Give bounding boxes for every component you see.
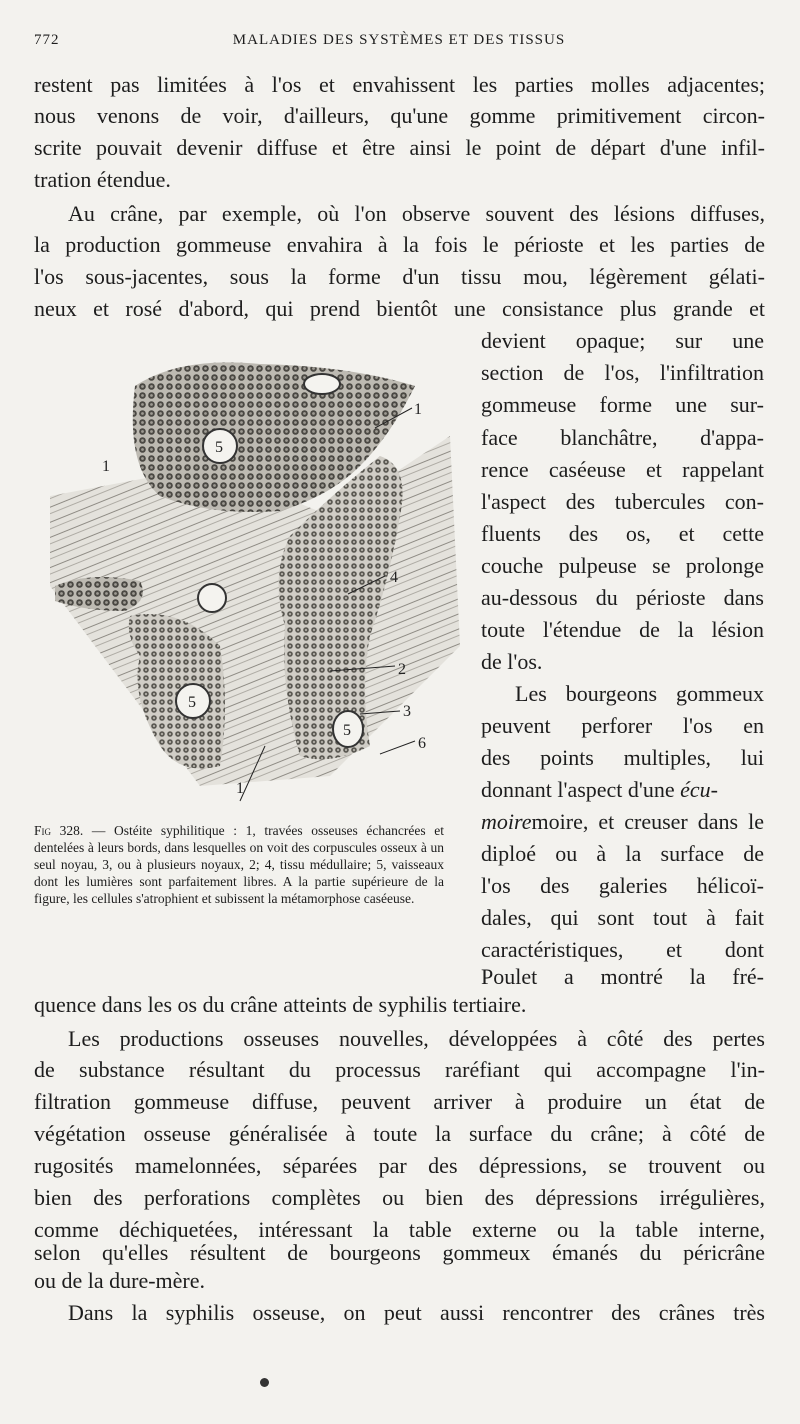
figure-caption bbox=[34, 822, 444, 907]
text-line-with-italic bbox=[481, 775, 764, 805]
figure-illustration bbox=[30, 346, 470, 806]
vessel-label: 5 bbox=[188, 694, 196, 711]
text-line: neux et rosé d'abord, qui prend bientôt une consistance plus grande et bbox=[34, 296, 765, 321]
running-title: MALADIES DES SYSTÈMES ET DES TISSUS bbox=[232, 32, 566, 48]
text-line: restent pas limitées à l'os et envahissent les parties molles adjacentes; bbox=[34, 72, 765, 97]
text-line: de l'os. bbox=[481, 649, 543, 674]
text-line: au-dessous du périoste dans bbox=[481, 585, 764, 610]
text-line: végétation osseuse généralisée à toute la surface du crâne; à côté de bbox=[34, 1121, 765, 1146]
figure-label: 1 bbox=[102, 458, 110, 475]
figure-label: 6 bbox=[418, 735, 426, 752]
text-line: dales, qui sont tout à fait bbox=[481, 905, 764, 930]
text-line: section de l'os, l'infiltration bbox=[481, 360, 764, 385]
vessel bbox=[304, 374, 340, 394]
text-line: face blanchâtre, d'appa- bbox=[481, 425, 764, 450]
text-line: l'os sous-jacentes, sous la forme d'un tissu mou, légèrement gélati- bbox=[34, 264, 765, 289]
text-fragment: donnant l'aspect d'une bbox=[481, 777, 675, 802]
figure-label: 1 bbox=[236, 780, 244, 797]
text-line: comme déchiquetées, intéressant la table externe ou la table interne, bbox=[34, 1217, 765, 1242]
text-line-with-italic bbox=[481, 807, 764, 837]
text-line: rence caséeuse et rappelant bbox=[481, 457, 764, 482]
text-line: toute l'étendue de la lésion bbox=[481, 617, 764, 642]
text-line: Les productions osseuses nouvelles, développées à côté des pertes bbox=[68, 1026, 765, 1051]
caption-text: — Ostéite syphilitique : 1, travées osseuses échancrées et dentelées à leurs bords, dans lesquelles on voit des corpuscules osseux à un seul noyau, 3, ou à plusieurs noyaux, 2; 4, tissu médullaire; 5, vaisseaux dont les lumières sont parfaitement libres. A la partie supérieure de la figure, les cellules s'atrophient et subissent la métamorphose caséeuse. bbox=[34, 823, 444, 906]
text-line: filtration gommeuse diffuse, peuvent arriver à produire un état de bbox=[34, 1089, 765, 1114]
italic-word: moire bbox=[481, 809, 532, 834]
text-line: Les bourgeons gommeux bbox=[515, 681, 764, 706]
figure-label: 4 bbox=[390, 569, 398, 586]
text-line: bien des perforations complètes ou bien des dépressions irrégulières, bbox=[34, 1185, 765, 1210]
figure-ref: Fig 328. bbox=[34, 823, 84, 838]
text-line: fluents des os, et cette bbox=[481, 521, 764, 546]
text-line: devient opaque; sur une bbox=[481, 328, 764, 353]
histology-figure bbox=[30, 346, 470, 806]
vessel-label: 5 bbox=[215, 439, 223, 456]
ink-speck bbox=[260, 1378, 269, 1387]
text-line: quence dans les os du crâne atteints de syphilis tertiaire. bbox=[34, 992, 527, 1017]
text-line: rugosités mamelonnées, séparées par des dépressions, se trouvent ou bbox=[34, 1153, 765, 1178]
text-line: gommeuse forme une sur- bbox=[481, 392, 764, 417]
figure-label: 1 bbox=[414, 401, 422, 418]
text-line: l'aspect des tubercules con- bbox=[481, 489, 764, 514]
vessel-label: 5 bbox=[343, 722, 351, 739]
text-line: couche pulpeuse se prolonge bbox=[481, 553, 764, 578]
text-line: diploé ou à la surface de bbox=[481, 841, 764, 866]
text-line: des points multiples, lui bbox=[481, 745, 764, 770]
figure-label: 3 bbox=[403, 703, 411, 720]
text-line: scrite pouvait devenir diffuse et être ainsi le point de départ d'une infil- bbox=[34, 135, 765, 160]
page-header bbox=[34, 32, 764, 58]
text-line: ou de la dure-mère. bbox=[34, 1268, 206, 1293]
page-number: 772 bbox=[34, 32, 60, 48]
text-line: la production gommeuse envahira à la fois le périoste et les parties de bbox=[34, 232, 765, 257]
figure-label: 2 bbox=[398, 661, 406, 678]
text-line: caractéristiques, et dont bbox=[481, 937, 764, 962]
text-fragment: moire, et creuser dans le bbox=[531, 809, 764, 834]
text-line: de substance résultant du processus raréfiant qui accompagne l'in- bbox=[34, 1057, 765, 1082]
text-line: tration étendue. bbox=[34, 167, 171, 192]
text-line: peuvent perforer l'os en bbox=[481, 713, 764, 738]
vessel bbox=[198, 584, 226, 612]
text-line: Dans la syphilis osseuse, on peut aussi rencontrer des crânes très bbox=[68, 1300, 765, 1325]
text-line: Poulet a montré la fré- bbox=[481, 964, 764, 989]
italic-word: écu- bbox=[680, 777, 719, 802]
text-line: Au crâne, par exemple, où l'on observe souvent des lésions diffuses, bbox=[68, 201, 765, 226]
text-line: l'os des galeries hélicoï- bbox=[481, 873, 764, 898]
text-line: selon qu'elles résultent de bourgeons gommeux émanés du péricrâne bbox=[34, 1240, 765, 1265]
text-line: nous venons de voir, d'ailleurs, qu'une gomme primitivement circon- bbox=[34, 103, 765, 128]
